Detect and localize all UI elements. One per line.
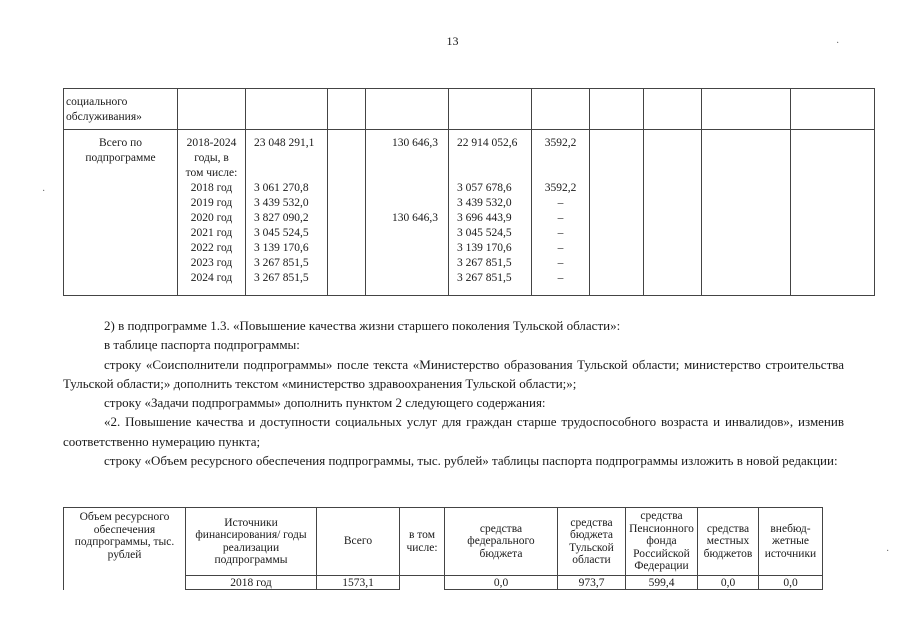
pension-amount-cell (532, 130, 590, 296)
extra-cell: 0,0 (759, 576, 823, 590)
empty-cell (702, 89, 791, 130)
federal-year-amount (366, 196, 438, 211)
federal-cell: 0,0 (445, 576, 558, 590)
header-sources: Источники финансирования/ годы реализации подпрограммы (186, 508, 317, 576)
empty-cell (791, 130, 875, 296)
empty-cell (590, 130, 644, 296)
resource-provision-table (63, 507, 823, 590)
pension-year-amount: – (557, 242, 564, 254)
empty-cell (644, 89, 702, 130)
row-label-cell: Объем ресурсного обеспечения подпрограммы, тыс. рублей (64, 508, 186, 590)
pension-year-amount: – (557, 257, 564, 269)
header-total: Всего (317, 508, 400, 576)
regional-cell: 973,7 (558, 576, 626, 590)
year-amount: 3 267 851,5 (254, 257, 309, 269)
empty-cell (328, 89, 366, 130)
regional-year-amount: 3 057 678,6 (457, 182, 512, 194)
header-pension: средства Пенсионного фонда Российской Федерации (626, 508, 698, 576)
years-cell (178, 130, 246, 296)
subprogram-funding-table (63, 88, 875, 296)
empty-cell (791, 89, 875, 130)
total-amount-cell (246, 130, 328, 296)
scan-speck: · (42, 186, 46, 197)
year-label: 2024 год (190, 272, 233, 284)
row-name-cell: социального обслуживания» (64, 89, 178, 130)
paragraph: строку «Задачи подпрограммы» дополнить пунктом 2 следующего содержания: (104, 395, 546, 411)
empty-cell (590, 89, 644, 130)
year-label: 2021 год (190, 227, 233, 239)
federal-amount-cell (366, 130, 449, 296)
regional-year-amount: 3 439 532,0 (457, 197, 512, 209)
pension-total: 3592,2 (544, 137, 577, 149)
regional-amount-cell (449, 130, 532, 296)
year-amount: 3 267 851,5 (254, 272, 309, 284)
year-label: 2019 год (190, 197, 233, 209)
empty-cell (532, 89, 590, 130)
empty-cell (366, 89, 449, 130)
federal-year-amount (366, 181, 438, 196)
period-header-line: том числе: (185, 167, 238, 179)
scan-speck: · (836, 38, 840, 49)
page-number: 13 (446, 34, 459, 48)
header-federal: средства федерального бюджета (445, 508, 558, 576)
total-amount: 23 048 291,1 (254, 137, 315, 149)
regional-year-amount: 3 267 851,5 (457, 272, 512, 284)
empty-cell (178, 89, 246, 130)
period-header-line: годы, в (194, 152, 229, 164)
empty-cell (400, 576, 445, 590)
year-amount: 3 827 090,2 (254, 212, 309, 224)
empty-cell (328, 130, 366, 296)
pension-year-amount: – (557, 272, 564, 284)
federal-year-amount (366, 226, 438, 241)
empty-cell (449, 89, 532, 130)
empty-cell (644, 130, 702, 296)
pension-year-amount: – (557, 212, 564, 224)
table-header-row (64, 508, 823, 576)
amendment-text (63, 316, 844, 470)
header-regional: средства бюджета Тульской области (558, 508, 626, 576)
table-row (64, 89, 875, 130)
year-label: 2020 год (190, 212, 233, 224)
empty-cell (702, 130, 791, 296)
federal-total: 130 646,3 (392, 137, 438, 149)
federal-year-amount: 130 646,3 (392, 212, 438, 224)
table-row-total (64, 130, 875, 296)
year-amount: 3 045 524,5 (254, 227, 309, 239)
header-extra: внебюд-жетные источники (759, 508, 823, 576)
empty-cell (246, 89, 328, 130)
paragraph: 2) в подпрограмме 1.3. «Повышение качества жизни старшего поколения Тульской области»: (104, 318, 621, 333)
paragraph: строку «Объем ресурсного обеспечения подпрограммы, тыс. рублей» таблицы паспорта подпрограммы изложить в новой редакции: (104, 453, 838, 469)
year-amount: 3 139 170,6 (254, 242, 309, 254)
pension-cell: 599,4 (626, 576, 698, 590)
period-header-line: 2018-2024 (186, 137, 237, 149)
year-amount: 3 061 270,8 (254, 182, 309, 194)
pension-year-amount: – (557, 197, 564, 209)
regional-year-amount: 3 139 170,6 (457, 242, 512, 254)
regional-year-amount: 3 696 443,9 (457, 212, 512, 224)
header-local: средства местных бюджетов (698, 508, 759, 576)
year-label: 2023 год (190, 257, 233, 269)
paragraph: «2. Повышение качества и доступности социальных услуг для граждан старше трудоспособного возраста и инвалидов», изменив соответственно нумерацию пункта; (63, 414, 844, 449)
header-incl: в том числе: (400, 508, 445, 576)
paragraph: строку «Соисполнители подпрограммы» после текста «Министерство образования Тульской области; министерство строительства Тульской области;» дополнить текстом «министерство здравоохранения Тульской области;»; (63, 356, 844, 391)
total-cell: 1573,1 (317, 576, 400, 590)
local-cell: 0,0 (698, 576, 759, 590)
scan-speck: · (886, 546, 890, 557)
federal-year-amount (366, 241, 438, 256)
regional-total: 22 914 052,6 (457, 137, 518, 149)
year-label: 2022 год (190, 242, 233, 254)
federal-year-amount (366, 256, 438, 271)
federal-year-amount (366, 271, 438, 286)
paragraph: в таблице паспорта подпрограммы: (104, 337, 300, 353)
year-cell: 2018 год (186, 576, 317, 590)
total-label-cell: Всего по подпрограмме (64, 130, 178, 296)
year-label: 2018 год (190, 182, 233, 194)
regional-year-amount: 3 045 524,5 (457, 227, 512, 239)
regional-year-amount: 3 267 851,5 (457, 257, 512, 269)
pension-year-amount: – (557, 227, 564, 239)
year-amount: 3 439 532,0 (254, 197, 309, 209)
pension-year-amount: 3592,2 (544, 182, 577, 194)
